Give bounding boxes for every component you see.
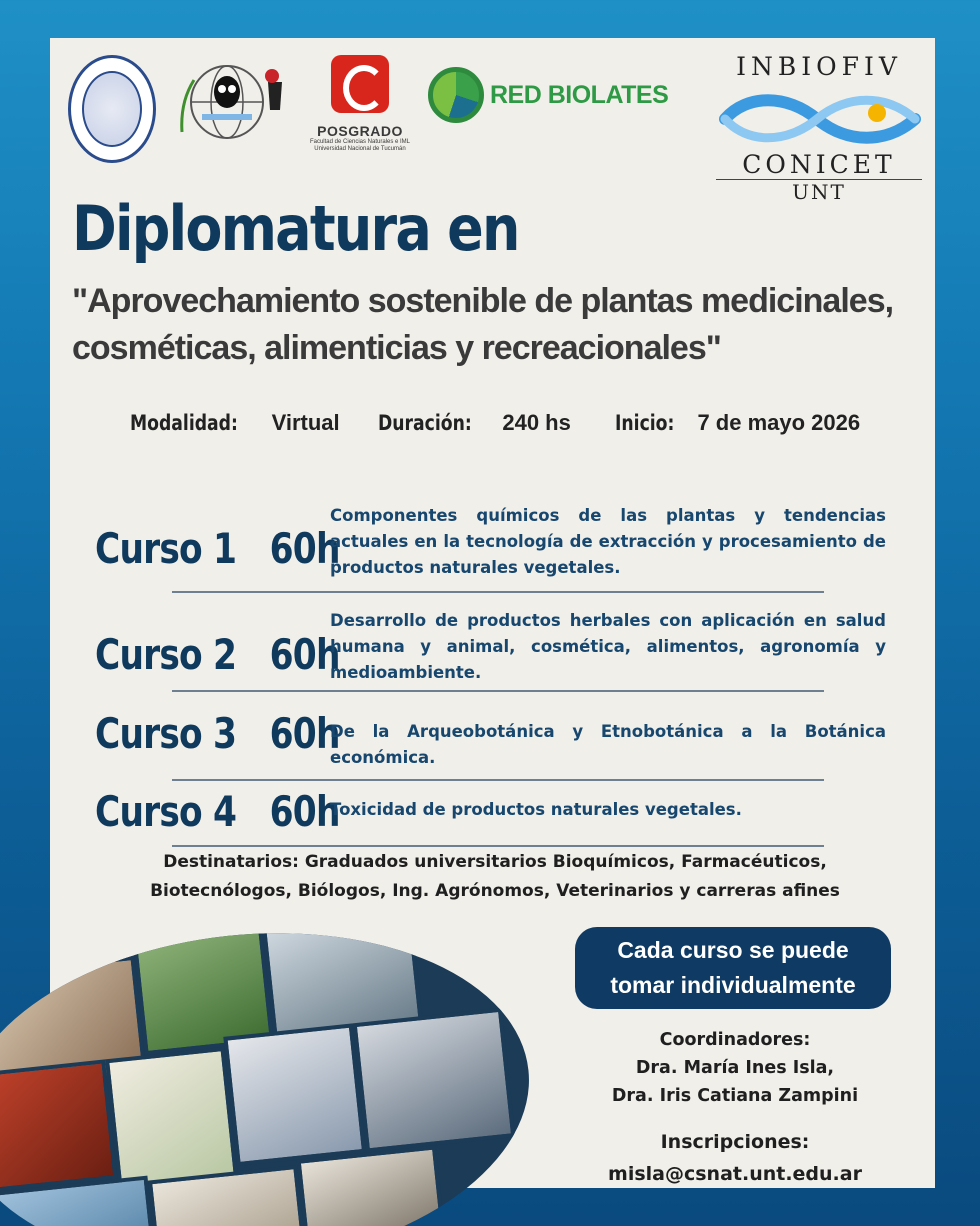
- inicio-label: Inicio:: [615, 411, 675, 435]
- conicet-text: CONICET: [716, 151, 922, 180]
- coordinator-name: Dra. Iris Catiana Zampini: [611, 1086, 859, 1106]
- duracion-label: Duración:: [378, 411, 472, 435]
- posgrado-name: POSGRADO: [317, 123, 403, 139]
- course-2: [95, 611, 886, 692]
- registration-email-link[interactable]: misla@csnat.unt.edu.ar: [608, 1163, 862, 1185]
- course-3-description: De la Arqueobotánica y Etnobotánica a la Botánica económica.: [330, 722, 886, 767]
- inicio-value: 7 de mayo 2026: [697, 410, 861, 435]
- callout-line-1: Cada curso se puede: [617, 937, 849, 963]
- red-biolates-text: RED BIOLATES: [490, 80, 669, 109]
- red-biolates-logo: [428, 64, 683, 126]
- course-2-description: Desarrollo de productos herbales con aplicación en salud humana y animal, cosmética, alimentos, agronomía y medioambiente.: [330, 611, 886, 682]
- coordinator-name: Dra. María Ines Isla,: [635, 1058, 835, 1078]
- inscripciones-block: [590, 1126, 880, 1190]
- unt-text: UNT: [792, 180, 846, 204]
- destinatarios-line-2: Biotecnólogos, Biólogos, Ing. Agrónomos, Veterinarios y carreras afines: [150, 881, 840, 901]
- course-1-description: Componentes químicos de las plantas y tendencias actuales en la tecnología de extracción y procesamiento de productos naturales vegetales.: [330, 506, 886, 577]
- course-4-description: Toxicidad de productos naturales vegetales.: [330, 800, 742, 819]
- callout-line-2: tomar individualmente: [610, 972, 856, 998]
- posgrado-swirl-icon: [331, 55, 389, 113]
- inicio-detail: [615, 410, 860, 436]
- divider: [172, 779, 824, 781]
- coordinadores-block: [590, 1026, 880, 1110]
- posgrado-logo: [300, 55, 420, 165]
- course-4: [95, 786, 742, 836]
- duracion-detail: [378, 410, 571, 436]
- page-title: Diplomatura en: [72, 192, 519, 265]
- posgrado-university: Universidad Nacional de Tucumán: [314, 146, 406, 152]
- divider: [172, 690, 824, 692]
- infinity-wave-icon: [717, 89, 922, 149]
- duracion-value: 240 hs: [502, 410, 571, 435]
- course-1: [95, 506, 886, 586]
- unt-seal-logo: [68, 55, 156, 163]
- course-2-name: Curso 2 60h: [95, 629, 340, 679]
- course-3: [95, 708, 886, 767]
- posgrado-faculty: Facultad de Ciencias Naturales e IML: [309, 139, 411, 145]
- program-subtitle: "Aprovechamiento sostenible de plantas medicinales, cosméticas, alimenticias y recreacionales": [72, 282, 894, 367]
- inbiofiv-text: INBIOFIV: [736, 52, 902, 81]
- inbiofiv-conicet-logo: [708, 52, 930, 217]
- biolates-emblem-icon: [428, 67, 484, 123]
- individual-courses-callout: [575, 927, 891, 1009]
- destinatarios-text: [130, 848, 860, 906]
- modalidad-value: Virtual: [271, 410, 340, 435]
- course-4-name: Curso 4 60h: [95, 786, 340, 836]
- destinatarios-line-1: Destinatarios: Graduados universitarios Bioquímicos, Farmacéuticos,: [163, 852, 827, 872]
- divider: [172, 591, 824, 593]
- fcn-faculty-logo: [172, 62, 287, 144]
- inscripciones-heading: Inscripciones:: [660, 1131, 810, 1153]
- course-1-name: Curso 1 60h: [95, 523, 340, 573]
- modalidad-label: Modalidad:: [130, 411, 238, 435]
- divider: [172, 845, 824, 847]
- course-3-name: Curso 3 60h: [95, 708, 340, 758]
- modalidad-detail: [130, 410, 340, 436]
- coordinadores-heading: Coordinadores:: [659, 1030, 811, 1050]
